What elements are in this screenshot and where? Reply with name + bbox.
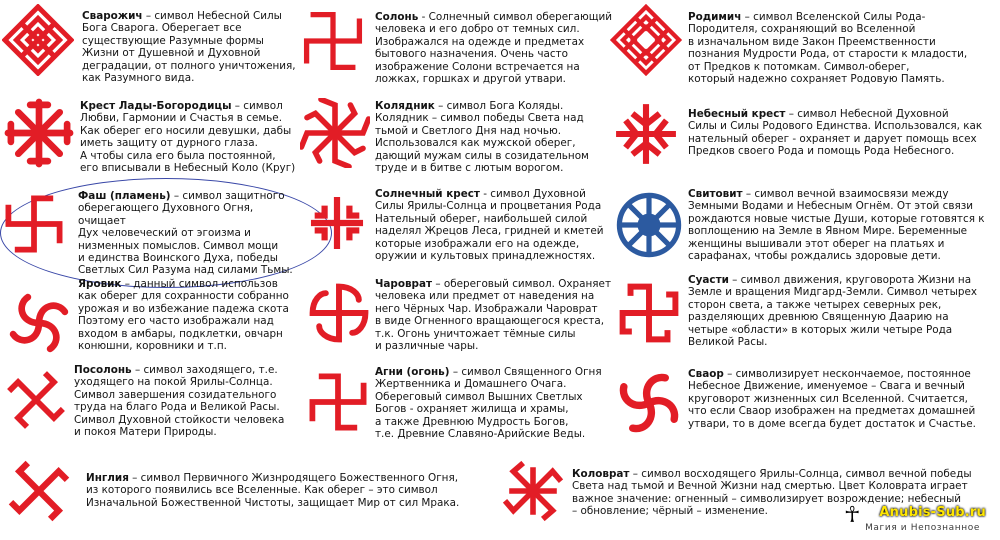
lada-cross-icon (2, 96, 76, 170)
entry-title: Небесный крест (688, 108, 786, 120)
entry-agni (375, 366, 615, 440)
entry-posolon (74, 364, 300, 438)
entry-svarozhich (82, 10, 300, 84)
entry-desc: – символ Священного Огня Жертвенника и Домашнего Очага. Обереговый символ Вышних Светлых Богов - охраняет жилища и храмы, а также Древнюю Мудрость Богов, т.е. Древние Славяно-Арийские Веды. (375, 366, 602, 441)
entry-desc: – символ движения, круговорота Жизни на Земле и вращения Мидгард-Земли. Символ четырех сторон света, а также четырех северных рек, разделяющих древнюю Священную Даарию на четыре «области» в которых жили четыре Рода Великой Расы. (688, 274, 977, 349)
svaor-symbol-icon (612, 366, 686, 440)
entry-title: Суасти (688, 274, 729, 286)
posolon-symbol-icon (4, 368, 68, 432)
yarovik-symbol-icon (2, 286, 76, 360)
fash-flame-icon (2, 192, 66, 256)
entry-desc: – данный символ использов как оберег для сохранности собранно урожая и во избежание падежа скота Поэтому его часто изображали над входом в амбары, подклетки, овчарн конюшни, коровники и т.п. (78, 278, 289, 353)
suasti-symbol-icon (616, 280, 682, 346)
entry-title: Инглия (86, 472, 129, 484)
entry-desc: - Солнечный символ оберегающий человека и его добро от темных сил. Изображался на одежде и предметах бытового назначения. Очень часто изображение Солони встречается на ложках, горшках и другой утвари. (375, 11, 612, 86)
entry-charovrat (375, 278, 615, 352)
entry-title: Чароврат (375, 278, 433, 290)
solar-cross-icon (306, 192, 368, 254)
anubis-figure-icon: ☥ (844, 503, 861, 528)
solon-symbol-icon (300, 8, 366, 74)
entry-title: Колядник (375, 100, 435, 112)
entry-yarovik (78, 278, 298, 358)
entry-desc: – символ Любви, Гармонии и Счастья в семье. Как оберег его носили девушки, дабы иметь защиту от дурного глаза. А чтобы сила его была постоянной, его вписывали в Небесный Коло (Круг) (80, 100, 296, 175)
entry-desc: – символизирует нескончаемое, постоянное Небесное Движение, именуемое – Свага и вечный круговорот жизненных сил Вселенной. Считается, что если Сваор изображен на предметах домашней утвари, то в доме всегда будет достаток и Счастье. (688, 368, 976, 430)
entry-desc: – символ Небесной Силы Бога Сварога. Оберегает все существующие Разумные формы Жизни от Душевной и Духовной деградации, от полного уничтожения, как Разумного вида. (82, 10, 296, 85)
watermark-site: Anubis-Sub.ru (879, 505, 986, 520)
entry-desc: – символ Небесной Духовной Силы и Силы Родового Единства. Использовался, как нательный оберег - охраняет и дарует помощь всех Предков своего Рода и помощь Рода Небесного. (688, 108, 983, 158)
entry-suasti (688, 274, 998, 348)
entry-desc: – символ Вселенской Силы Рода- Породителя, сохраняющий во Вселенной в изначальном виде Закон Преемственности познания Мудрости Рода, от старости к младости, от Предков к потомкам. Символ-оберег, который надежно сохраняет Родовую Память. (688, 11, 968, 86)
entry-title: Агни (огонь) (375, 366, 450, 378)
entry-desc: – символ заходящего, т.е. уходящего на покой Ярилы-Солнца. Символ завершения созидательного труда на благо Рода и Великой Расы. Символ Духовной стойкости человека и покоя Матери Природы. (74, 364, 285, 439)
kolyadnik-symbol-icon (300, 98, 370, 168)
rodimich-symbol-icon (610, 4, 682, 76)
entry-lada-cross (80, 100, 300, 174)
svitovit-symbol-icon (612, 188, 686, 262)
entry-kolyadnik (375, 100, 615, 174)
entry-title: Солнечный крест (375, 188, 480, 200)
charovrat-symbol-icon (306, 280, 372, 346)
entry-title: Солонь (375, 11, 419, 23)
entry-heavenly-cross (688, 108, 998, 158)
entry-title: Коловрат (572, 468, 630, 480)
entry-solar-cross (375, 188, 615, 262)
entry-title: Яровик (78, 278, 122, 290)
entry-title: Сварожич (82, 10, 143, 22)
entry-solon (375, 11, 615, 85)
entry-ingliya (86, 472, 496, 509)
entry-desc: – символ вечной взаимосвязи между Земными Водами и Небесным Огнём. От этой связи рождаются новые чистые Души, которые готовятся к воплощению на Земле в Явном Мире. Беременные женщины вышивали этот оберег на платьях и сарафанах, чтобы рождались здоровые дети. (688, 188, 985, 263)
ingliya-symbol-icon (4, 456, 74, 526)
agni-fire-icon (306, 370, 370, 434)
entry-desc: – обереговый символ. Охраняет человека или предмет от наведения на него Чёрных Чар. Изображали Чароврат в виде Огненного вращающегося креста, т.к. Огонь уничтожает тёмные силы и различные чары. (375, 278, 612, 353)
entry-desc: – символ Первичного Жизнродящего Божественного Огня, из которого появились все Вселенные. Как оберег – это символ Изначальной Божественной Чистоты, защищает Мир от сил Мрака. (86, 472, 460, 509)
entry-fash (78, 190, 300, 277)
entry-title: Посолонь (74, 364, 132, 376)
site-watermark (842, 503, 992, 537)
entry-rodimich (688, 11, 993, 85)
kolovrat-symbol-icon (498, 456, 568, 526)
entry-desc: – символ защитного оберегающего Духовного Огня, очищает Дух человеческий от эгоизма и низменных помыслов. Символ мощи и единства Воинского Духа, победы Светлых Сил Разума над силами Тьмы. (78, 190, 293, 277)
entry-svitovit (688, 188, 998, 262)
entry-desc: - символ Духовной Силы Ярилы-Солнца и процветания Рода Нательный оберег, наибольшей силой наделял Жрецов Леса, гридней и кметей которые изображали его на одежде, оружии и культовых принадлежностях. (375, 188, 604, 263)
entry-title: Родимич (688, 11, 742, 23)
entry-title: Свитовит (688, 188, 743, 200)
entry-svaor (688, 368, 998, 430)
heavenly-cross-icon (612, 100, 680, 168)
entry-desc: – символ восходящего Ярилы-Солнца, символ вечной победы Света над тьмой и Вечной Жизни над смертью. Цвет Коловрата играет важное значение: огненный – символизирует возрождение; небесный – обновление; чёрный – изменение. (572, 468, 972, 518)
watermark-tagline: Магия и Непознанное (865, 523, 980, 533)
entry-desc: – символ Бога Коляды. Колядник – символ победы Света над тьмой и Светлого Дня над ночью. Использовался как мужской оберег, дающий мужам силы в созидательном труде и в битве с лютым ворогом. (375, 100, 589, 175)
entry-title: Крест Лады-Богородицы (80, 100, 232, 112)
svarozhich-symbol-icon (2, 4, 74, 76)
entry-title: Сваор (688, 368, 724, 380)
entry-title: Фаш (пламень) (78, 190, 171, 202)
